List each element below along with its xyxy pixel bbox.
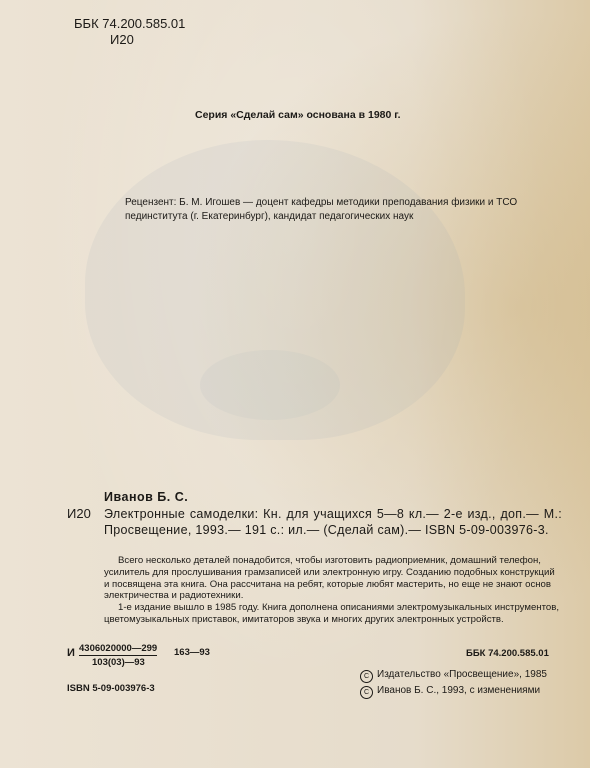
catalog-code-denominator: 103(03)—93 [92, 657, 145, 668]
reviewer-note: Рецензент: Б. М. Игошев — доцент кафедры методики преподавания физики и ТСО пединститута (г. Екатеринбург), кандидат педагогических наук [125, 197, 518, 222]
copyright-publisher-text: Издательство «Просвещение», 1985 [377, 669, 547, 680]
bbk-code-top: ББК 74.200.585.01 [74, 16, 186, 31]
isbn-number: ISBN 5-09-003976-3 [67, 683, 155, 694]
series-note: Серия «Сделай сам» основана в 1980 г. [195, 109, 401, 121]
catalog-code-numerator: 4306020000—299 [79, 643, 158, 654]
show-through-emblem [200, 350, 340, 420]
copyright-author-text: Иванов Б. С., 1993, с изменениями [377, 685, 541, 696]
copyright-publisher [360, 669, 547, 683]
author-index-top: И20 [110, 32, 134, 47]
annotation-paragraph-1: Всего несколько деталей понадобится, чтобы изготовить радиоприемник, домашний телефон, усилитель для прослушивания грамзаписей или электронную игру. Созданию подобных конструкций и посвящена эта книга. Она рассчитана на ребят, которые любят мастерить, но еще не знают основ электричества и радиотехники. [104, 555, 555, 602]
catalog-author: Иванов Б. С. [104, 490, 189, 504]
catalog-annotation [104, 555, 562, 626]
copyright-author [360, 685, 540, 699]
annotation-paragraph-2: 1-е издание вышло в 1985 году. Книга дополнена описаниями электромузыкальных инструментов, цветомузыкальных приставок, имитаторов звука и многих других электронных устройств. [104, 602, 559, 625]
bbk-code-bottom: ББК 74.200.585.01 [466, 648, 549, 659]
copyright-icon: C [360, 670, 373, 683]
catalog-index: И20 [67, 506, 91, 521]
catalog-code-letter: И [67, 647, 75, 659]
catalog-citation: Электронные самоделки: Кн. для учащихся 5—8 кл.— 2-е изд., доп.— М.: Просвещение, 1993.— 191 с.: ил.— (Сделай сам).— ISBN 5-09-003976-3. [104, 507, 562, 537]
catalog-code-suffix: 163—93 [174, 647, 210, 658]
copyright-icon: C [360, 686, 373, 699]
